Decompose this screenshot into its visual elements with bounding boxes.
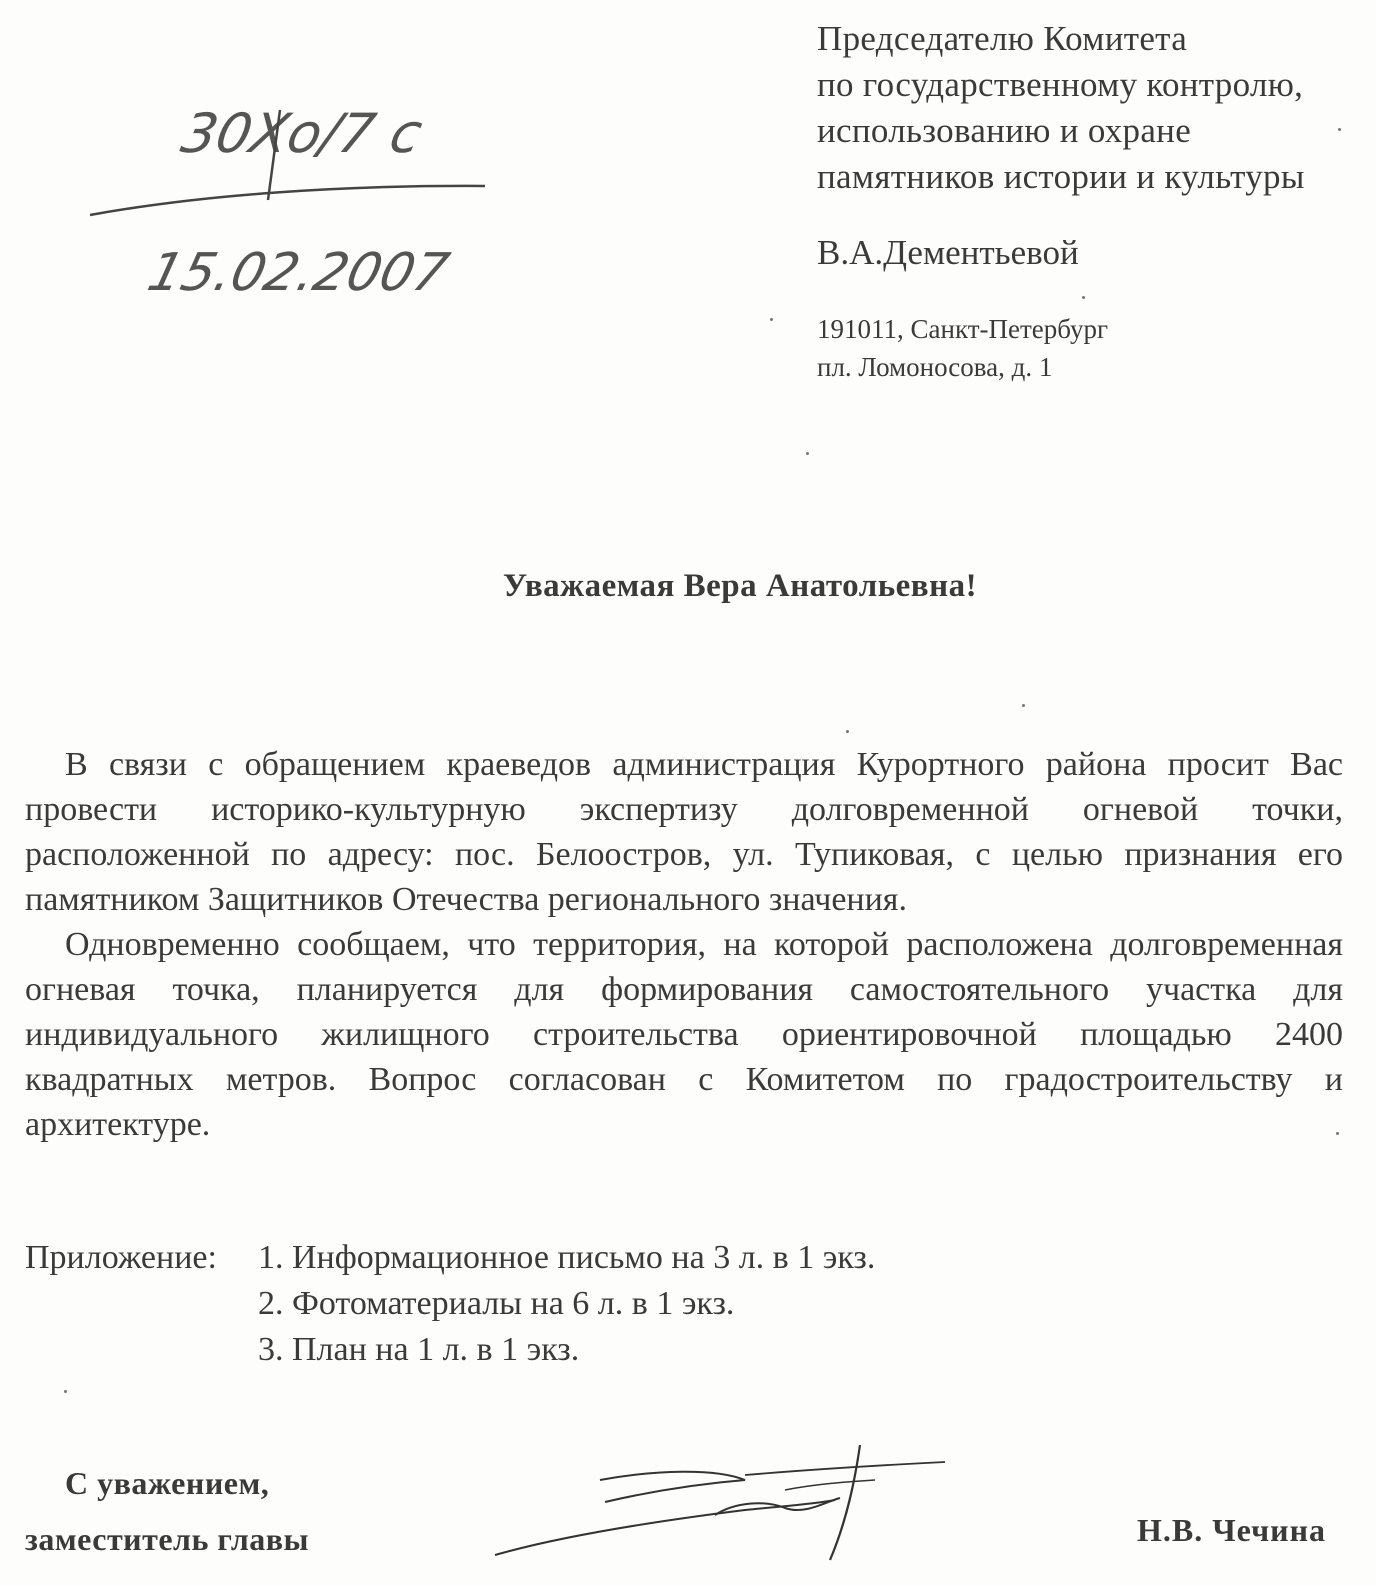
attachments-list <box>25 1235 875 1373</box>
scan-speck <box>846 730 849 733</box>
salutation: Уважаемая Вера Анатольевна! <box>502 568 978 604</box>
signer-name: Н.В. Чечина <box>1136 1512 1326 1548</box>
postal-line: 191011, Санкт-Петербург <box>817 314 1109 344</box>
scan-speck <box>64 1390 67 1393</box>
attachment-item: 3. План на 1 л. в 1 экз. <box>258 1331 580 1368</box>
addressee-block <box>817 16 1357 386</box>
scan-speck <box>1082 296 1085 299</box>
registration-mark <box>80 90 500 310</box>
registration-date: 15.02.2007 <box>141 242 455 303</box>
signature-scribble <box>485 1440 955 1580</box>
attachment-item: 2. Фотоматериалы на 6 л. в 1 экз. <box>258 1285 735 1322</box>
addressee-line: памятников истории и культуры <box>817 157 1305 196</box>
registration-handwriting <box>80 90 500 310</box>
letter-body <box>25 742 1343 1147</box>
attachments-label: Приложение: <box>25 1239 217 1276</box>
scan-speck <box>770 318 773 321</box>
closing-block <box>25 1455 309 1567</box>
body-paragraph: Одновременно сообщаем, что территория, на которой расположена долговременная огневая точка, планируется для формирования самостоятельного участка для индивидуального жилищного строительства ориентировочной площадью 2400 квадратных метров. Вопрос согласован с Комитетом по градостроительству и архитектуре. <box>25 926 1343 1143</box>
addressee-name: В.А.Дементьевой <box>817 233 1079 272</box>
attachment-item: 1. Информационное письмо на 3 л. в 1 экз. <box>258 1239 876 1276</box>
addressee-postal <box>817 310 1357 386</box>
scan-speck <box>806 452 809 455</box>
postal-line: пл. Ломоносова, д. 1 <box>817 352 1053 382</box>
handwritten-signature <box>485 1440 955 1580</box>
closing-regards: С уважением, <box>65 1465 270 1501</box>
scan-speck <box>1022 704 1025 707</box>
registration-number: 30Хо/7 с <box>176 101 428 165</box>
scan-speck <box>1338 128 1341 131</box>
addressee-line: Председателю Комитета <box>817 19 1188 58</box>
body-paragraph: В связи с обращением краеведов администрация Курортного района просит Вас провести историко-культурную экспертизу долговременной огневой точки, расположенной по адресу: пос. Белоостров, ул. Тупиковая, с целью признания его памятником Защитников Отечества регионального значения. <box>25 746 1343 918</box>
addressee-line: использованию и охране <box>817 111 1192 150</box>
scan-speck <box>1336 1132 1339 1135</box>
addressee-line: по государственному контролю, <box>817 65 1304 104</box>
closing-position: заместитель главы <box>25 1521 310 1557</box>
